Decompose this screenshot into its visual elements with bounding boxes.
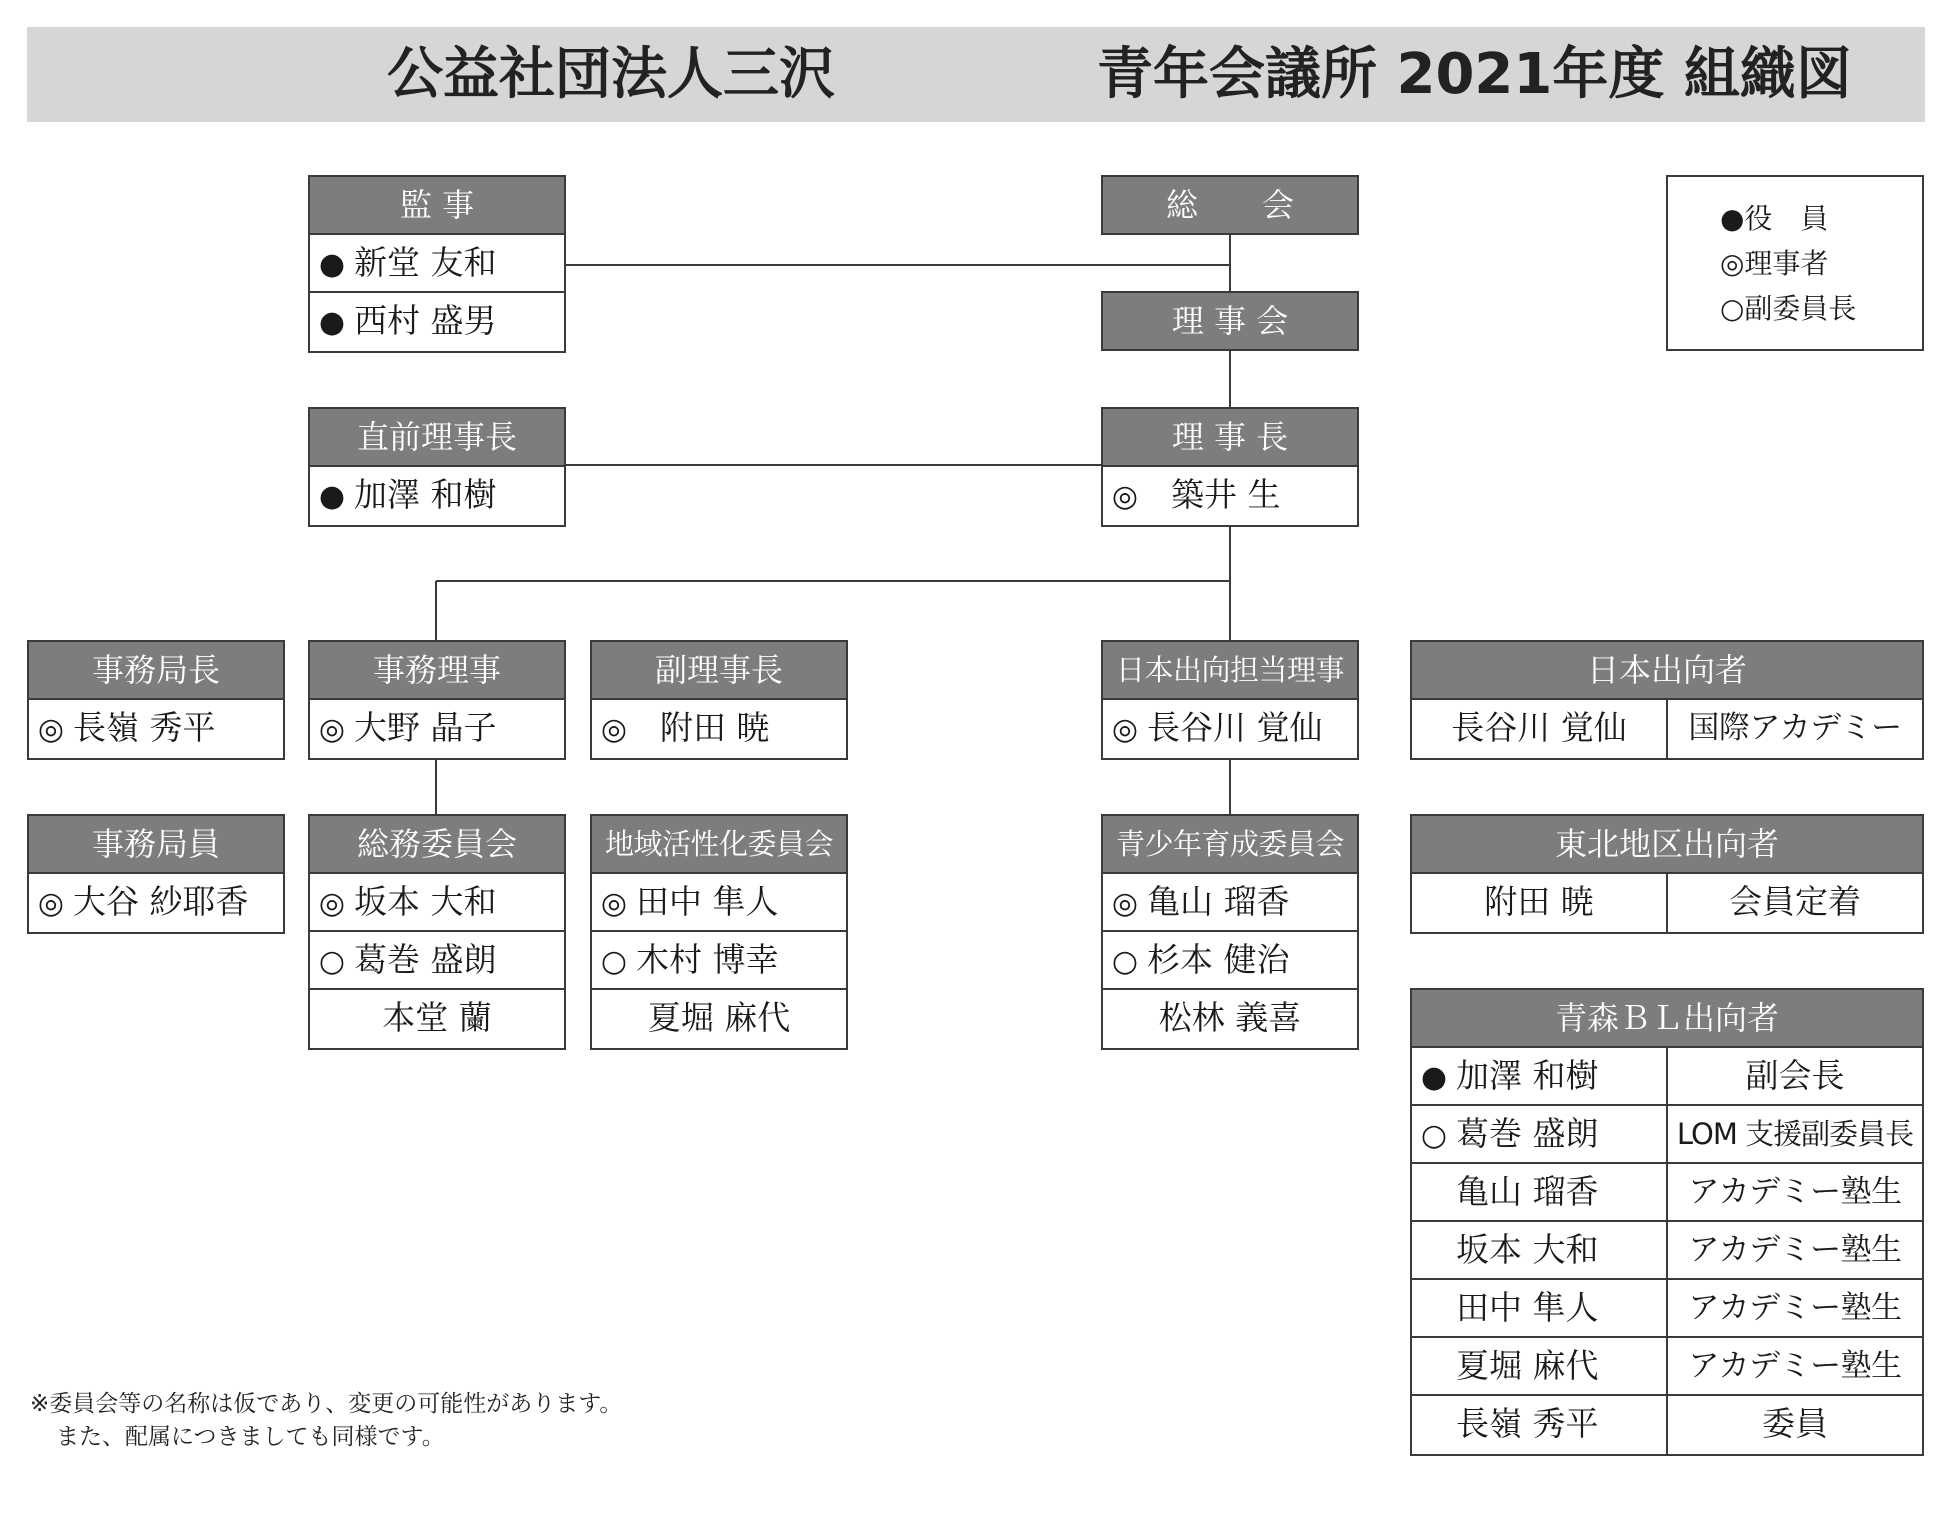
footnote-line-1: ※委員会等の名称は仮であり、変更の可能性があります。 (30, 1391, 623, 1417)
cell-role: 副会長 (1745, 1056, 1845, 1095)
box-nihon-tanto (1101, 640, 1359, 760)
member-row (29, 700, 283, 758)
cell-name (1412, 700, 1668, 758)
box-rijicho (1101, 407, 1359, 527)
marker: ◎ (600, 712, 628, 747)
box-header: 事務理事 (310, 642, 564, 700)
member-row (310, 467, 564, 525)
table-header: 青森ＢＬ出向者 (1412, 990, 1922, 1048)
member-name: 西村 盛男 (354, 301, 497, 340)
marker: ◎ (37, 712, 65, 747)
member-name: 葛巻 盛朗 (354, 940, 497, 979)
cell-name (1412, 1396, 1668, 1454)
legend-vice-chair: ○副委員長 (1720, 292, 1857, 325)
member-name: 杉本 健治 (1147, 940, 1290, 979)
box-header: 日本出向担当理事 (1103, 642, 1357, 700)
box-jimuriji (308, 640, 566, 760)
member-name: 長谷川 覚仙 (1147, 708, 1323, 747)
cell-role: LOM 支援副委員長 (1676, 1117, 1914, 1151)
box-fukurijicho (590, 640, 848, 760)
member-row (1103, 700, 1357, 758)
member-name: 坂本 大和 (354, 882, 497, 921)
table-tohoku (1410, 814, 1924, 934)
cell-name (1412, 1222, 1668, 1278)
box-soukai (1101, 175, 1359, 235)
table-row (1412, 1338, 1922, 1396)
member-row (592, 874, 846, 932)
table-row (1412, 1106, 1922, 1164)
member-row (310, 235, 564, 293)
table-row (1412, 1280, 1922, 1338)
table-row (1412, 700, 1922, 758)
marker: ● (318, 247, 346, 282)
member-name: 加澤 和樹 (1456, 1056, 1599, 1095)
member-row (29, 874, 283, 932)
member-name: 田中 隼人 (636, 882, 779, 921)
marker: ◎ (600, 886, 628, 921)
member-row (1103, 990, 1357, 1048)
box-jimukyokucho (27, 640, 285, 760)
legend-director: ◎理事者 (1720, 247, 1829, 280)
marker: ◎ (1111, 712, 1139, 747)
member-row (310, 700, 564, 758)
marker: ○ (1420, 1118, 1448, 1153)
member-name: 長嶺 秀平 (1456, 1404, 1599, 1443)
box-header: 事務局員 (29, 816, 283, 874)
cell-name (1412, 1164, 1668, 1220)
cell-name (1412, 1280, 1668, 1336)
member-row (310, 874, 564, 932)
box-rijikai (1101, 291, 1359, 351)
cell-role: アカデミー塾生 (1688, 1348, 1902, 1384)
member-row (592, 932, 846, 990)
footnote-line-2: また、配属につきましても同様です。 (56, 1424, 445, 1450)
member-row (310, 990, 564, 1048)
marker: ◎ (318, 886, 346, 921)
table-row (1412, 1222, 1922, 1280)
cell-name (1412, 1106, 1668, 1162)
marker: ◎ (318, 712, 346, 747)
box-header: 総 会 (1103, 177, 1357, 233)
marker: ● (1420, 1060, 1448, 1095)
marker: ● (318, 305, 346, 340)
member-name: 長谷川 覚仙 (1451, 708, 1627, 747)
cell-role: 委員 (1762, 1404, 1828, 1443)
box-header: 地域活性化委員会 (592, 816, 846, 874)
legend (1666, 175, 1924, 351)
marker: ◎ (1111, 479, 1139, 514)
member-name: 夏堀 麻代 (1456, 1346, 1599, 1385)
member-name: 新堂 友和 (354, 243, 497, 282)
member-name: 加澤 和樹 (354, 475, 497, 514)
member-name: 附田 暁 (660, 708, 770, 747)
box-chiiki (590, 814, 848, 1050)
cell-name (1412, 874, 1668, 932)
member-row (592, 990, 846, 1048)
table-header: 東北地区出向者 (1412, 816, 1922, 874)
cell-role: 会員定着 (1729, 882, 1861, 921)
box-header: 理 事 長 (1103, 409, 1357, 467)
member-row (310, 932, 564, 990)
cell-role: アカデミー塾生 (1688, 1290, 1902, 1326)
box-somu (308, 814, 566, 1050)
marker: ○ (318, 944, 346, 979)
member-row (1103, 467, 1357, 525)
cell-role: 国際アカデミー (1688, 710, 1902, 746)
title-right: 青年会議所 2021年度 組織図 (1097, 42, 1852, 107)
member-row (1103, 874, 1357, 932)
member-name: 亀山 瑠香 (1456, 1172, 1599, 1211)
cell-name (1412, 1048, 1668, 1104)
member-name: 坂本 大和 (1456, 1230, 1599, 1269)
legend-officer: ●役 員 (1720, 202, 1829, 235)
box-jimukyokuin (27, 814, 285, 934)
box-header: 青少年育成委員会 (1103, 816, 1357, 874)
table-row (1412, 1396, 1922, 1454)
member-name: 田中 隼人 (1456, 1288, 1599, 1327)
cell-role: アカデミー塾生 (1688, 1232, 1902, 1268)
member-name: 木村 博幸 (636, 940, 779, 979)
box-kanji (308, 175, 566, 353)
member-name: 本堂 蘭 (382, 998, 492, 1037)
table-aomori (1410, 988, 1924, 1456)
marker: ◎ (37, 886, 65, 921)
member-name: 亀山 瑠香 (1147, 882, 1290, 921)
table-header: 日本出向者 (1412, 642, 1922, 700)
box-header: 監 事 (310, 177, 564, 235)
marker: ○ (1111, 944, 1139, 979)
box-header: 総務委員会 (310, 816, 564, 874)
box-chokuzen (308, 407, 566, 527)
table-nihon (1410, 640, 1924, 760)
box-header: 事務局長 (29, 642, 283, 700)
member-row (1103, 932, 1357, 990)
member-row (310, 293, 564, 351)
table-row (1412, 1164, 1922, 1222)
member-name: 附田 暁 (1484, 882, 1594, 921)
member-name: 松林 義喜 (1158, 998, 1302, 1037)
box-header: 副理事長 (592, 642, 846, 700)
cell-name (1412, 1338, 1668, 1394)
marker: ○ (600, 944, 628, 979)
box-header: 直前理事長 (310, 409, 564, 467)
title-left: 公益社団法人三沢 (387, 42, 835, 107)
member-name: 築井 生 (1171, 475, 1281, 514)
member-row (592, 700, 846, 758)
cell-role: アカデミー塾生 (1688, 1174, 1902, 1210)
box-seishonen (1101, 814, 1359, 1050)
member-name: 夏堀 麻代 (647, 998, 791, 1037)
member-name: 大野 晶子 (354, 708, 497, 747)
marker: ● (318, 479, 346, 514)
table-row (1412, 874, 1922, 932)
member-name: 長嶺 秀平 (73, 708, 216, 747)
member-name: 大谷 紗耶香 (73, 882, 249, 921)
marker: ◎ (1111, 886, 1139, 921)
table-row (1412, 1048, 1922, 1106)
box-header: 理 事 会 (1103, 293, 1357, 349)
member-name: 葛巻 盛朗 (1456, 1114, 1599, 1153)
